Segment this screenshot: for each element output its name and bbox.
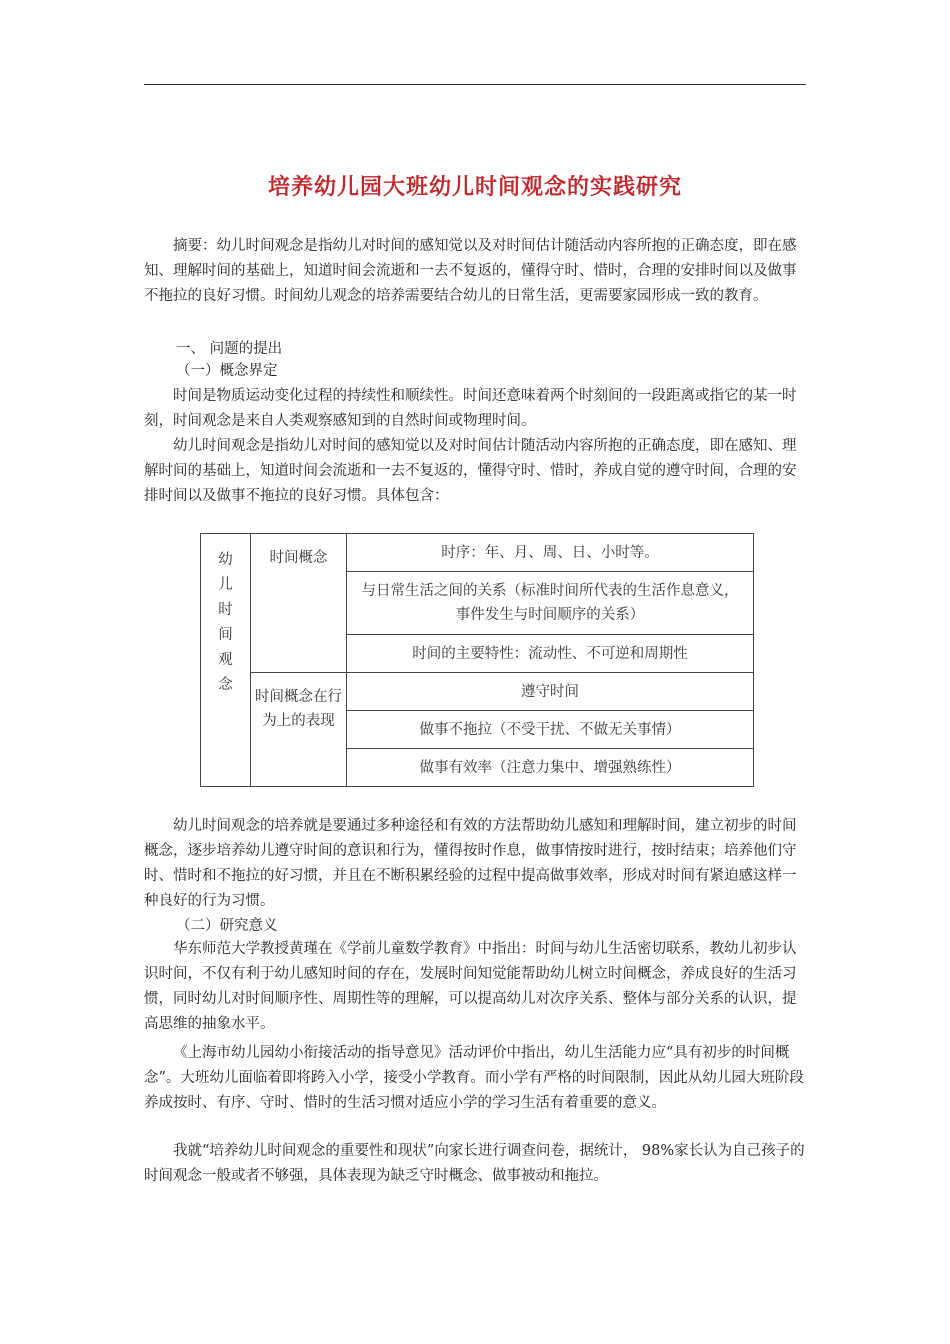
abstract-paragraph: 摘要：幼儿时间观念是指幼儿对时间的感知觉以及对时间估计随活动内容所抱的正确态度，即在感知、理解时间的基础上，知道时间会流逝和一去不复返的，懂得守时、惜时，合理的安排时间以及做事不拖拉的良好习惯。时间幼儿观念的培养需要结合幼儿的日常生活，更需要家园形成一致的教育。 — [144, 238, 797, 304]
table-cell: 时序：年、月、周、日、小时等。 — [347, 534, 754, 572]
paragraph-3: 幼儿时间观念的培养就是要通过多种途径和有效的方法帮助幼儿感知和理解时间，建立初步的时间概念，逐步培养幼儿遵守时间的意识和行为，懂得按时作息，做事情按时进行，按时结束；培养他们守时、惜时和不拖拉的好习惯，并且在不断积累经验的过程中提高做事效率，形成对时间有紧迫感这样一种良好的行为习惯。 — [144, 818, 797, 909]
header-rule — [144, 84, 806, 85]
table-row — [201, 534, 754, 572]
table-group-label-2: 时间概念在行为上的表现 — [251, 673, 347, 787]
table-cell: 做事不拖拉（不受干扰、不做无关事情） — [347, 711, 754, 749]
subsection-heading-2: （二）研究意义 — [176, 918, 278, 934]
table-cell: 与日常生活之间的关系（标准时间所代表的生活作息意义，事件发生与时间顺序的关系） — [347, 572, 754, 635]
section-heading-1: 一、 问题的提出 — [176, 341, 283, 357]
paragraph-5: 《上海市幼儿园幼小衔接活动的指导意见》活动评价中指出，幼儿生活能力应“具有初步的时间概念”。大班幼儿面临着即将跨入小学，接受小学教育。而小学有严格的时间限制，因此从幼儿园大班阶段养成按时、有序、守时、惜时的生活习惯对适应小学的学习生活有着重要的意义。 — [144, 1045, 804, 1111]
paragraph-4: 华东师范大学教授黄瑾在《学前儿童数学教育》中指出：时间与幼儿生活密切联系，教幼儿初步认识时间，不仅有利于幼儿感知时间的存在，发展时间知觉能帮助幼儿树立时间概念，养成良好的生活习惯，同时幼儿对时间顺序性、周期性等的理解，可以提高幼儿对次序关系、整体与部分关系的认识，提高思维的抽象水平。 — [144, 941, 797, 1032]
table-cell: 时间的主要特性：流动性、不可逆和周期性 — [347, 635, 754, 673]
paragraph-2: 幼儿时间观念是指幼儿对时间的感知觉以及对时间估计随活动内容所抱的正确态度，即在感知、理解时间的基础上，知道时间会流逝和一去不复返的，懂得守时、惜时，养成自觉的遵守时间，合理的安排时间以及做事不拖拉的良好习惯。具体包含： — [144, 438, 797, 504]
subsection-heading-1: （一）概念界定 — [176, 363, 278, 379]
concept-table — [200, 533, 754, 787]
table-row — [201, 673, 754, 711]
paragraph-1: 时间是物质运动变化过程的持续性和顺续性。时间还意味着两个时刻间的一段距离或指它的某一时刻，时间观念是来自人类观察感知到的自然时间或物理时间。 — [144, 388, 797, 429]
document-title: 培养幼儿园大班幼儿时间观念的实践研究 — [267, 175, 682, 200]
paragraph-6: 我就“培养幼儿时间观念的重要性和现状”向家长进行调查问卷，据统计， 98%家长认为自己孩子的时间观念一般或者不够强，具体表现为缺乏守时概念、做事被动和拖拉。 — [144, 1143, 805, 1184]
table-main-label: 幼儿时间观念 — [218, 552, 233, 693]
table-group-label-1: 时间概念 — [251, 534, 347, 673]
table-cell: 遵守时间 — [347, 673, 754, 711]
table-cell: 做事有效率（注意力集中、增强熟练性） — [347, 749, 754, 787]
table-main-label-cell — [201, 534, 251, 787]
